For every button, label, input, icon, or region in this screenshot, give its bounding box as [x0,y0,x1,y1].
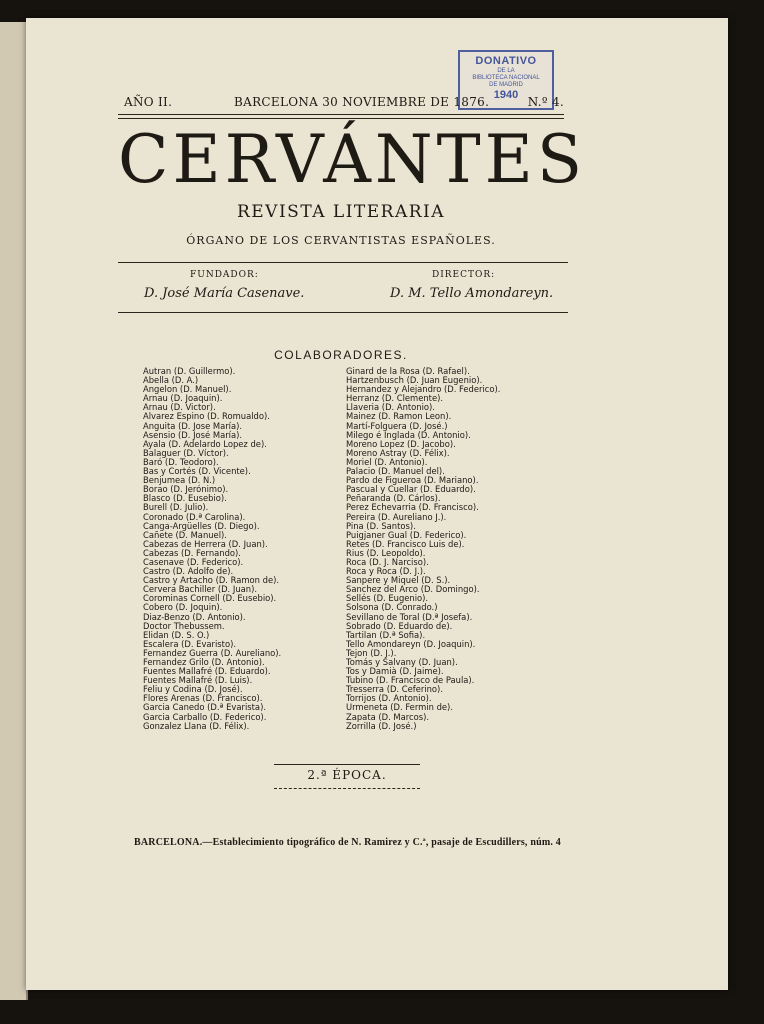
collaborator-entry: Elidan (D. S. O.) [143,629,210,640]
collaborator-entry: Zapata (D. Marcos). [346,711,430,722]
collaborator-entry: Moreno Astray (D. Félix). [346,447,450,458]
stamp-line-3: BIBLIOTECA NACIONAL [472,75,540,81]
collaborator-entry: Moriel (D. Antonio). [346,456,428,467]
collaborator-entry: Corominas Cornell (D. Eusebio). [143,593,277,604]
collaborator-entry: Tos y Damià (D. Jaime). [346,666,444,677]
collaborator-entry: Sellés (D. Eugenio). [346,593,429,604]
collaborator-entry: Urmeneta (D. Fermin de). [346,702,453,713]
journal-organ-line: ÓRGANO DE LOS CERVANTISTAS ESPAÑOLES. [186,234,496,247]
adjacent-page-edge [0,22,28,1000]
collaborator-entry: Tejon (D. J.). [346,647,397,658]
collaborator-entry: Solsona (D. Conrado.) [346,602,438,613]
collaborator-entry: Bas y Cortés (D. Vicente). [143,466,251,477]
collaborator-entry: Feliu y Codina (D. José). [143,684,243,695]
stamp-line-4: DE MADRID [489,82,523,88]
collaborator-entry: Llaveria (D. Antonio). [346,402,435,413]
collaborator-entry: Arnau (D. Victor). [143,402,216,413]
collaborator-entry: Rius (D. Leopoldo). [346,547,426,558]
collaborator-entry: Palacio (D. Manuel del). [346,466,445,477]
journal-cover-page [26,18,728,990]
collaborator-entry: Mainez (D. Ramon Leon). [346,411,452,422]
journal-title: CERVÁNTES [118,121,587,198]
collaborator-entry: Garcia Canedo (D.ª Evarista). [143,702,266,713]
collaborator-entry: Tartilan (D.ª Sofia). [346,629,426,640]
stamp-line-1: DONATIVO [475,55,537,67]
collaborator-entry: Cabezas (D. Fernando). [143,547,241,558]
journal-subtitle: REVISTA LITERARIA [236,202,446,222]
issue-date: BARCELONA 30 NOVIEMBRE DE 1876. [234,95,490,109]
collaborator-entry: Doctor Thebussem. [143,620,225,631]
collaborator-entry: Autran (D. Guillermo). [143,366,236,376]
collaborator-entry: Alvarez Espino (D. Romualdo). [143,411,270,422]
collaborator-entry: Tomás y Salvany (D. Juan). [346,657,458,667]
collaborator-entry: Milego é Inglada (D. Antonio). [346,429,471,440]
collaborator-entry: Retes (D. Francisco Luis de). [346,538,465,549]
collaborator-entry: Blasco (D. Eusebio). [143,493,227,504]
collaborator-entry: Tresserra (D. Ceferino). [346,684,443,695]
collaborator-entry: Fernandez Grilo (D. Antonio). [143,657,265,667]
collaborator-entry: Asensio (D. José María). [143,429,243,440]
epoch-label: 2.ª ÉPOCA. [307,768,387,782]
collaborator-entry: Diaz-Benzo (D. Antonio). [143,611,246,622]
collaborator-entry: Coronado (D.ª Carolina). [143,511,246,522]
collaborator-entry: Sanpere y Miquel (D. S.). [346,575,451,586]
collaborator-entry: Burell (D. Julio). [143,502,209,513]
collaborator-entry: Roca y Roca (D. J.). [346,566,426,577]
director-name: D. M. Tello Amondareyn. [390,286,554,301]
collaborators-column-left [143,367,281,731]
collaborator-entry: Anguita (D. Jose María). [143,420,243,431]
epoca-top-rule [274,764,420,765]
collaborator-entry: Arnau (D. Joaquin). [143,393,223,404]
collaborator-entry: Herranz (D. Clemente). [346,393,444,404]
collaborator-entry: Fuentes Mallafré (D. Luis). [143,675,253,686]
collaborator-entry: Casenave (D. Federico). [143,556,244,567]
collaborator-entry: Castro y Artacho (D. Ramon de). [143,575,280,586]
stamp-year: 1940 [493,89,519,101]
collaborator-entry: Fuentes Mallafré (D. Eduardo). [143,666,271,677]
collaborator-entry: Cabezas de Herrera (D. Juan). [143,538,268,549]
collaborator-entry: Ayala (D. Adelardo Lopez de). [143,438,267,449]
collaborator-entry: Canga-Argüelles (D. Diego). [143,520,260,531]
collaborator-entry: Benjumea (D. N.) [143,475,216,486]
collaborator-entry: Cañete (D. Manuel). [143,529,227,540]
collaborator-entry: Fernandez Guerra (D. Aureliano). [143,647,282,658]
collaborators-column-right [346,367,500,731]
collaborator-entry: Gonzalez Llana (D. Félix). [143,720,250,731]
collaborator-entry: Pardo de Figueroa (D. Mariano). [346,475,479,486]
collaborator-entry: Puigjaner Gual (D. Federico). [346,529,467,540]
collaborator-entry: Sanchez del Arco (D. Domingo). [346,584,480,595]
collaborator-entry: Hartzenbusch (D. Juan Eugenio). [346,375,483,386]
collaborator-entry: Roca (D. J. Narciso). [346,556,429,567]
collaborator-entry: Baró (D. Teodoro). [143,456,219,467]
collaborator-entry: Pereira (D. Aureliano J.). [346,511,447,522]
collaborator-entry: Torrijos (D. Antonio). [346,693,432,704]
collaborator-entry: Garcia Carballo (D. Federico). [143,711,267,722]
collaborator-entry: Castro (D. Adolfo de). [143,566,234,577]
epoca-bottom-rule [274,788,420,789]
stamp-line-2: DE LA [497,68,515,74]
issue-year: AÑO II. [124,95,173,109]
collaborator-entry: Escalera (D. Evaristo). [143,638,237,649]
staff-bottom-rule [118,312,568,313]
collaborator-entry: Abella (D. A.) [143,375,199,386]
collaborator-entry: Tello Amondareyn (D. Joaquin). [346,638,476,649]
collaborator-entry: Sobrado (D. Eduardo de). [346,620,453,631]
collaborator-entry: Borao (D. Jerónimo). [143,484,229,495]
collaborator-entry: Cobero (D. Joquin). [143,602,223,613]
collaborator-entry: Peñaranda (D. Cárlos). [346,493,441,504]
founder-label: FUNDADOR: [190,270,259,280]
printer-imprint: BARCELONA.—Establecimiento tipográfico de N. Ramirez y C.ª, pasaje de Escudillers, núm. 4 [134,837,561,848]
collaborator-entry: Angelon (D. Manuel). [143,384,232,395]
collaborator-entry: Tubino (D. Francisco de Paula). [346,675,475,686]
collaborator-entry: Ginard de la Rosa (D. Rafael). [346,366,470,376]
collaborator-entry: Moreno Lopez (D. Jacobo). [346,438,456,449]
collaborator-entry: Sevillano de Toral (D.ª Josefa). [346,611,473,622]
collaborator-entry: Pina (D. Santos). [346,520,416,531]
collaborator-entry: Pascual y Cuellar (D. Eduardo). [346,484,476,495]
collaborator-entry: Perez Echevarria (D. Francisco). [346,502,479,513]
collaborators-heading: COLABORADORES. [274,348,408,362]
staff-top-rule [118,262,568,263]
founder-name: D. José María Casenave. [144,286,305,301]
header-double-rule [118,114,564,119]
collaborator-entry: Martí-Folguera (D. José.) [346,420,448,431]
collaborator-entry: Flores Arenas (D. Francisco). [143,693,263,704]
director-label: DIRECTOR: [432,270,496,280]
collaborator-entry: Balaguer (D. Víctor). [143,447,229,458]
collaborator-entry: Hernandez y Alejandro (D. Federico). [346,384,501,395]
collaborator-entry: Zorrilla (D. José.) [346,720,417,731]
issue-number: N.º 4. [527,95,564,109]
collaborator-entry: Cervera Bachiller (D. Juan). [143,584,258,595]
